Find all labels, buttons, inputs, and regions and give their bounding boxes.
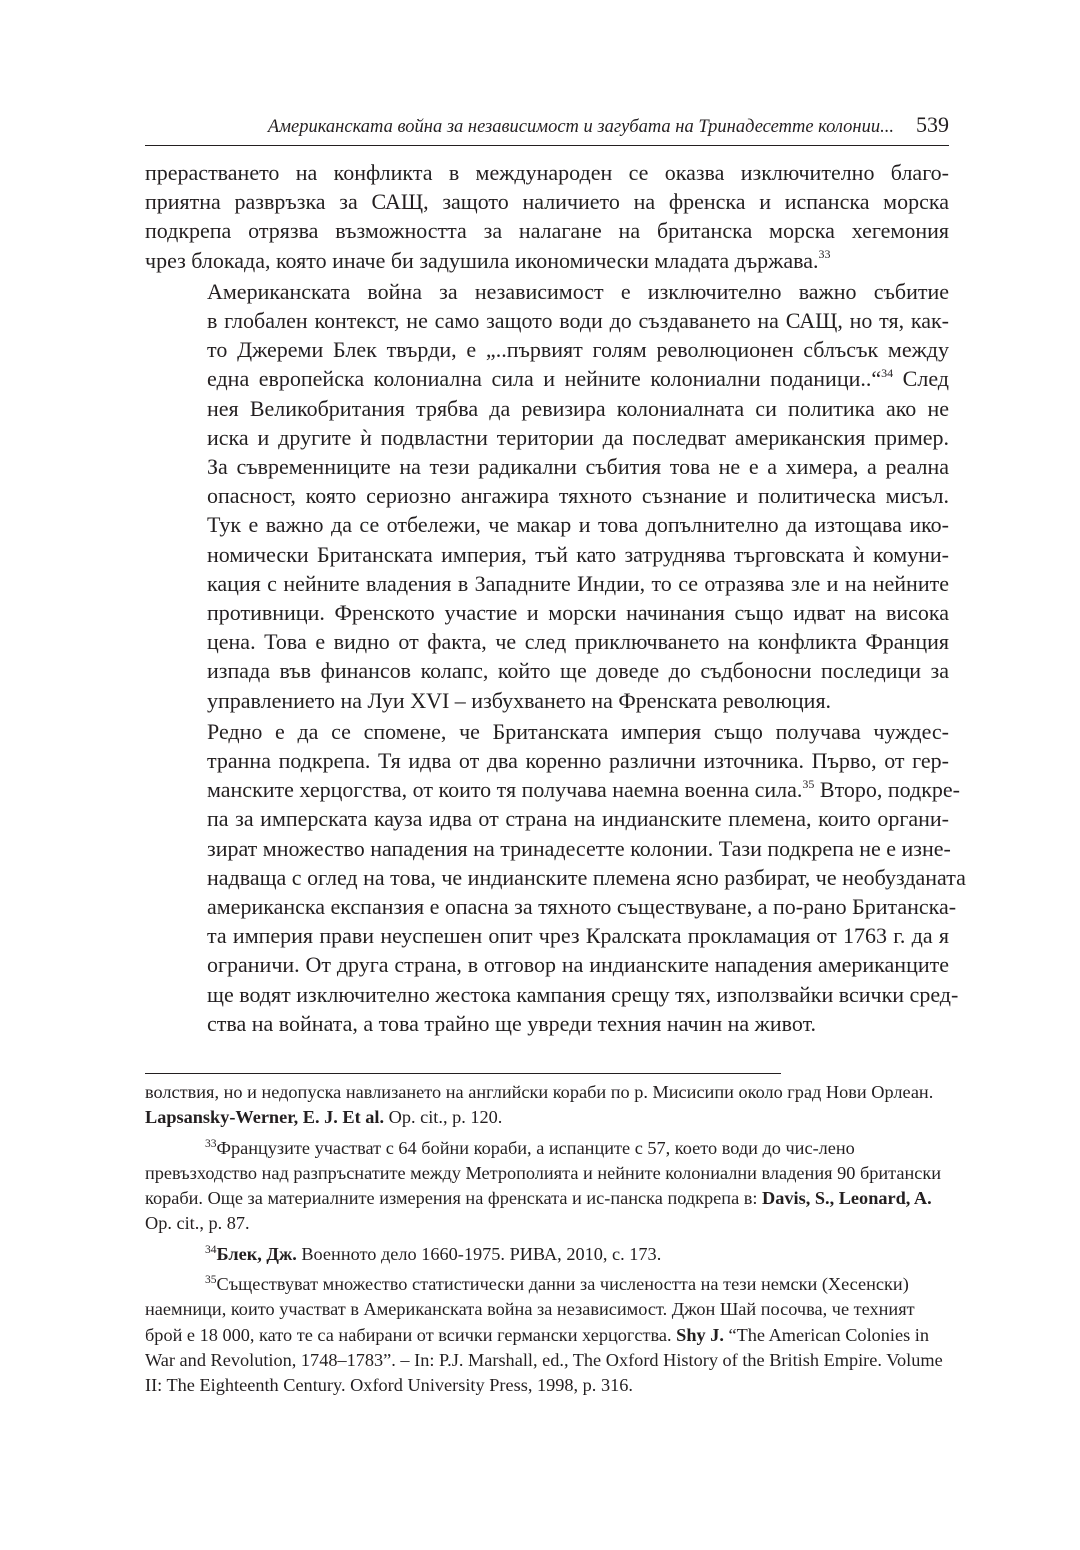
text-line: в глобален контекст, не само защото води до създаването на САЩ, но тя, как- xyxy=(207,308,949,334)
text-line: Американската война за независимост е изключително важно събитие xyxy=(207,278,949,304)
paragraph-3 xyxy=(145,717,966,1038)
header-rule xyxy=(145,145,949,146)
paragraph-2 xyxy=(145,277,949,715)
text-line: американска експанзия е опасна за тяхното съществуване, а по-рано Британска- xyxy=(207,894,957,920)
paragraph-1 xyxy=(145,158,949,275)
text-line: транна подкрепа. Тя идва от два коренно различни източника. Първо, от гер- xyxy=(207,748,949,774)
text-line: та империя прави неуспешен опит чрез Кралската прокламация от 1763 г. да я xyxy=(207,923,949,949)
footnote-35: $^{35}$Съществуват множество статистически данни за числеността на тези немски (Хесенски) наемници, които участват в Американската война за независимост. Джон Шай посочва, че техният брой е 18 000, като те са набирани от всички германски херцогства. Shy J. “The American Colonies in War and Revolution, 1748–1783”. – In: P.J. Marshall, ed., The Oxford History of the British Empire. Volume II: The Eighteenth Century. Oxford University Press, 1998, p. 316. xyxy=(145,1273,943,1396)
text-line: манските херцогства, от които тя получава наемна военна сила.$^{35}$ Второ, подкре- xyxy=(207,776,961,803)
footnote-mark: 35 xyxy=(205,1273,217,1286)
footnotes xyxy=(145,1080,949,1399)
footnote-ref-34[interactable]: 34 xyxy=(881,366,894,381)
footnote-34: $^{34}$Блек, Дж. Военното дело 1660-1975. РИВА, 2010, с. 173. xyxy=(205,1243,662,1264)
text-line: опасност, която сериозно ангажира тяхното съзнание и политическа мисъл. xyxy=(207,483,949,509)
text-line: изпада във финансов колапс, който ще доведе до съдбоносни последици за xyxy=(207,658,949,684)
text-line: ства на войната, а това трайно ще увреди техния начин на живот. xyxy=(207,1010,817,1036)
text-line: нея Великобритания трябва да ревизира колониалната си политика ако не xyxy=(207,395,949,421)
text-line: зират множество нападения на тринадесетте колонии. Тази подкрепа не е изне- xyxy=(207,835,951,861)
text-line: то Джереми Блек твърди, е „..първият голям революционен сблъсък между xyxy=(207,337,949,363)
page-number: 539 xyxy=(916,112,949,137)
text-line: За съвременниците на тези радикални събития това не е а химера, а реална xyxy=(207,454,949,480)
text-line: надваща с оглед на това, че индианските племена ясно разбират, че необузданата xyxy=(207,864,966,890)
text-line: подкрепа отрязва възможността за налагане на британска морска хегемония xyxy=(145,218,949,244)
text-line: Тук е важно да се отбележи, че макар и това допълнително да изтощава ико- xyxy=(207,512,949,538)
text-line: цена. Това е видно от факта, че след приключването на конфликта Франция xyxy=(207,629,949,655)
running-head-title: Американската война за независимост и загубата на Тринадесетте колонии... xyxy=(267,117,894,137)
running-head xyxy=(145,112,949,146)
text-line: ще водят изключително жестока кампания срещу тях, използвайки всички сред- xyxy=(207,981,959,1007)
text-line: противници. Френското участие и морски начинания също идват на висока xyxy=(207,600,949,626)
footnote-rule xyxy=(145,1073,781,1074)
body-text xyxy=(145,158,966,1038)
footnote-ref-35[interactable]: 35 xyxy=(802,776,815,791)
text-line: чрез блокада, която иначе би задушила икономически младата държава.$^{33}$ xyxy=(145,247,831,273)
text-line: една европейска колониална сила и нейните колониални поданици..“$^{34}$ След xyxy=(207,366,949,392)
text-line: иска и другите ѝ подвластни територии да последват американския пример. xyxy=(207,424,949,450)
footnote-33: $^{33}$Французите участват с 64 бойни кораби, а испанците с 57, което води до чис-лено превъзходство над разпръснатите между Метрополията и нейните колониални владения 90 британски кораби. Още за материалните измерения на френската и ис-панска подкрепа в: Davis, S., Leonard, A. Op. cit., p. 87. xyxy=(145,1137,942,1234)
text-line: па за имперската кауза идва от страна на индианските племена, които органи- xyxy=(207,806,949,832)
footnote-continuation: волствия, но и недопуска навлизането на английски кораби по р. Мисисипи около град Нови Орлеан. Lapsansky-Werner, E. J. Et al. Op. cit., p. 120. xyxy=(145,1082,934,1128)
text-line: приятна развръзка за САЩ, защото наличието на френска и испанска морска xyxy=(145,189,949,215)
footnote-ref-33[interactable]: 33 xyxy=(818,247,831,262)
footnote-mark: 34 xyxy=(205,1243,217,1256)
text-line: управлението на Луи XVI – избухването на Френската революция. xyxy=(207,687,832,713)
text-line: Редно е да се спомене, че Британската империя също получава чуждес- xyxy=(207,718,949,744)
text-line: номически Британската империя, тъй като затруднява търговската ѝ комуни- xyxy=(207,541,949,567)
footnote-mark: 33 xyxy=(205,1137,217,1150)
text-line: прерастването на конфликта в международен се оказва изключително благо- xyxy=(145,160,949,185)
text-line: ограничи. От друга страна, в отговор на индианските нападения американците xyxy=(207,952,949,978)
text-line: кация с нейните владения в Западните Индии, то се отразява зле и на нейните xyxy=(207,570,949,596)
